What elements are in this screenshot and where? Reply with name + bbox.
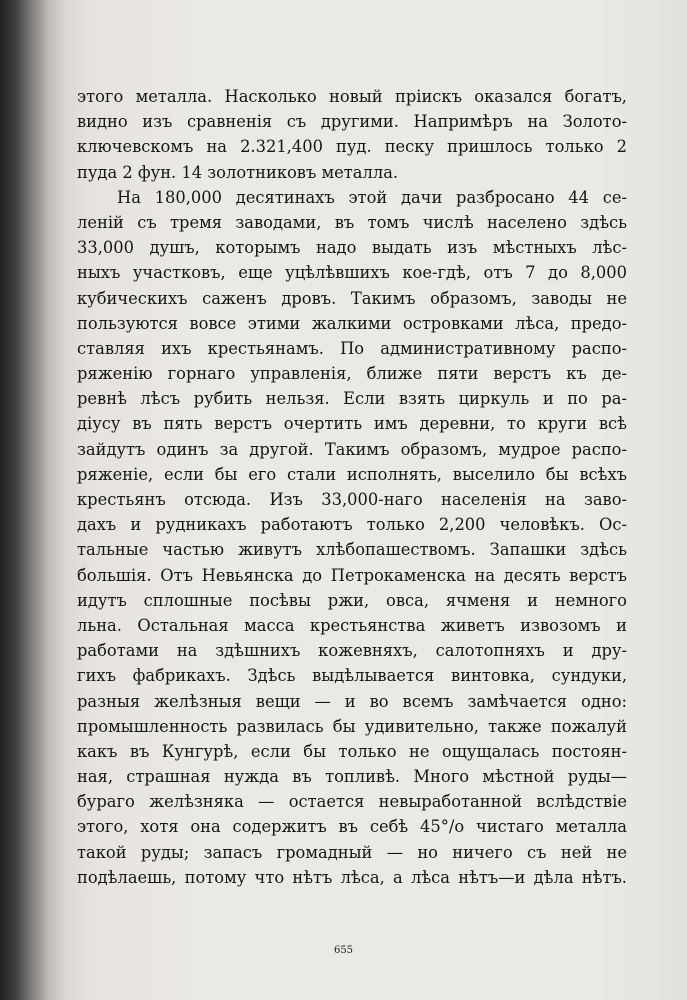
text-line: промышленность развилась бы удивительно, также пожалуй [77,716,627,736]
text-line: ныхъ участковъ, еще уцѣлѣвшихъ кое-гдѣ, отъ 7 до 8,000 [77,263,627,283]
text-line: ряженію горнаго управленія, ближе пяти верстъ къ де- [77,364,627,384]
text-line: 33,000 душъ, которымъ надо выдать изъ мѣстныхъ лѣс- [77,238,627,258]
text-line: кубическихъ саженъ дровъ. Такимъ образомъ, заводы не [77,288,627,308]
text-line: подѣлаешь, потому что нѣтъ лѣса, а лѣса нѣтъ—и дѣла нѣтъ. [77,867,627,887]
text-line: ключевскомъ на 2.321,400 пуд. песку пришлось только 2 [77,137,627,157]
text-line: діусу въ пять верстъ очертить имъ деревни, то круги всѣ [77,414,627,434]
text-line: такой руды; запасъ громадный — но ничего съ ней не [77,842,627,862]
text-line: этого металла. Насколько новый пріискъ оказался богатъ, [77,87,627,106]
text-line: На 180,000 десятинахъ этой дачи разбросано 44 се- [117,187,627,207]
text-line: дахъ и рудникахъ работаютъ только 2,200 человѣкъ. Ос- [77,515,627,535]
text-line: ставляя ихъ крестьянамъ. По административному распо- [77,338,627,358]
text-line: леній съ тремя заводами, въ томъ числѣ населено здѣсь [77,212,627,232]
text-line: видно изъ сравненія съ другими. Напримѣръ на Золото- [77,112,627,132]
text-line: работами на здѣшнихъ кожевняхъ, салотопняхъ и дру- [77,641,627,661]
text-line: пользуются вовсе этими жалкими островками лѣса, предо- [77,313,627,333]
text-line: идутъ сплошные посѣвы ржи, овса, ячменя и немного [77,590,627,610]
text-line: крестьянъ отсюда. Изъ 33,000-наго населенія на заво- [77,490,627,509]
text-line: пуда 2 фун. 14 золотниковъ металла. [77,162,399,182]
text-line: льна. Остальная масса крестьянства живетъ извозомъ и [77,615,627,635]
text-line: разныя желѣзныя вещи — и во всемъ замѣчается одно: [77,691,627,711]
text-line: этого, хотя она содержитъ въ себѣ 45°/о чистаго металла [77,817,627,837]
text-line: тальные частью живутъ хлѣбопашествомъ. Запашки здѣсь [77,540,627,560]
text-line: большія. Отъ Невьянска до Петрокаменска на десять верстъ [77,565,627,585]
text-line: гихъ фабрикахъ. Здѣсь выдѣлывается винтовка, сундуки, [77,666,627,686]
text-line: ревнѣ лѣсъ рубить нельзя. Если взять циркуль и по ра- [77,389,627,409]
text-line: какъ въ Кунгурѣ, если бы только не ощущалась постоян- [77,741,627,761]
body-text [77,84,627,890]
page-number: 655 [333,945,354,956]
text-line: ная, страшная нужда въ топливѣ. Много мѣстной руды— [77,767,627,787]
text-line: зайдутъ одинъ за другой. Такимъ образомъ, мудрое распо- [77,439,627,459]
text-line: бураго желѣзняка — остается невыработанной вслѣдствіе [77,792,627,812]
text-line: ряженіе, если бы его стали исполнять, выселило бы всѣхъ [77,464,627,484]
